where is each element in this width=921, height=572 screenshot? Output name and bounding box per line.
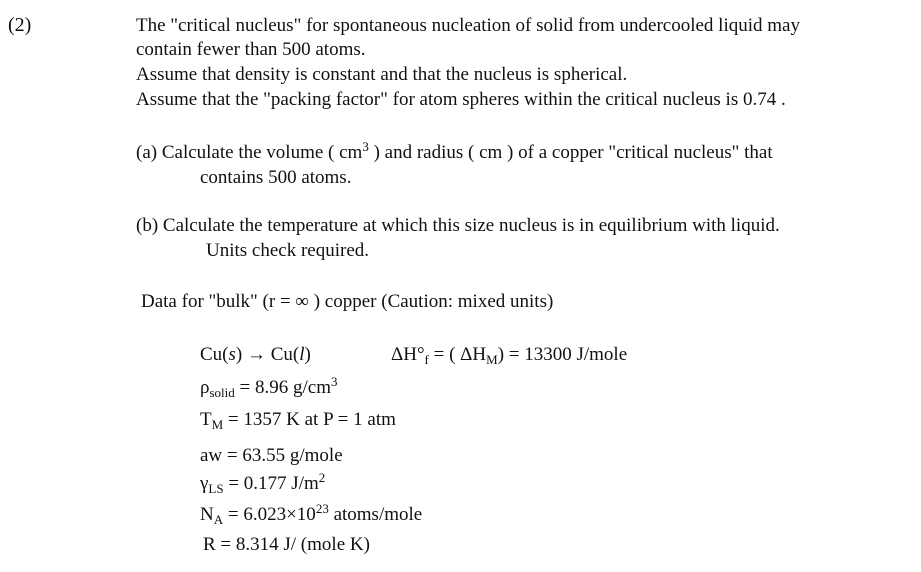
atomic-weight-line: aw = 63.55 g/mole — [200, 445, 343, 466]
density-line — [200, 376, 338, 400]
avogadro-line — [200, 503, 422, 527]
intro-line-4: Assume that the "packing factor" for atom spheres within the critical nucleus is 0.74 . — [136, 89, 786, 110]
surface-energy-value: = 0.177 J/m — [223, 473, 319, 494]
reaction-state-liquid: l — [299, 344, 305, 365]
enthalpy-value: ) = 13300 J/mole — [497, 344, 628, 365]
reaction-state-solid: s — [228, 344, 236, 365]
avogadro-value: = 6.023×10 — [223, 504, 316, 525]
melting-temp-sub: M — [211, 417, 224, 432]
part-a-line-1 — [136, 141, 773, 165]
surface-energy-line — [200, 472, 325, 496]
part-a-line-2: contains 500 atoms. — [200, 167, 352, 188]
intro-line-3: Assume that density is constant and that the nucleus is spherical. — [136, 64, 628, 85]
surface-energy-symbol: γ — [200, 473, 209, 494]
melting-temp-line — [200, 408, 396, 432]
surface-energy-sub: LS — [208, 481, 224, 496]
avogadro-symbol: N — [200, 504, 214, 525]
intro-line-2: contain fewer than 500 atoms. — [136, 39, 366, 60]
melting-temp-value: = 1357 K at P = 1 atm — [223, 409, 396, 430]
enthalpy-of-fusion — [391, 343, 627, 367]
density-sub: solid — [209, 385, 235, 400]
avogadro-exponent: 23 — [315, 501, 329, 516]
problem-number: (2) — [8, 14, 32, 36]
surface-energy-exponent: 2 — [318, 470, 326, 485]
part-a-exponent: 3 — [362, 139, 369, 154]
density-value: = 8.96 g/cm — [234, 377, 331, 398]
intro-line-1: The "critical nucleus" for spontaneous nucleation of solid from undercooled liquid may — [136, 15, 800, 36]
enthalpy-symbol: ΔH° — [391, 344, 425, 365]
enthalpy-mid: = ( ΔH — [428, 344, 487, 365]
part-b-line-1: (b) Calculate the temperature at which this size nucleus is in equilibrium with liquid. — [136, 215, 780, 236]
part-a-text-pre: (a) Calculate the volume ( cm — [136, 142, 363, 163]
enthalpy-sub-m: M — [486, 352, 498, 367]
gas-constant-line: R = 8.314 J/ (mole K) — [203, 534, 370, 555]
reaction-cu-post: ) — [304, 344, 311, 365]
data-heading: Data for "bulk" (r = ∞ ) copper (Caution: mixed units) — [141, 291, 554, 312]
part-a-text-post: ) and radius ( cm ) of a copper "critical nucleus" that — [368, 142, 773, 163]
avogadro-unit: atoms/mole — [328, 504, 423, 525]
part-b-line-2: Units check required. — [206, 240, 370, 261]
density-symbol: ρ — [200, 377, 210, 398]
reaction-cu-pre: Cu( — [200, 344, 229, 365]
reaction-arrow: ) → Cu( — [235, 344, 300, 365]
melting-temp-symbol: T — [200, 409, 212, 430]
avogadro-sub: A — [213, 512, 224, 527]
reaction-equation — [200, 343, 311, 367]
enthalpy-sub-f: f — [424, 352, 429, 367]
density-exponent: 3 — [331, 374, 338, 389]
